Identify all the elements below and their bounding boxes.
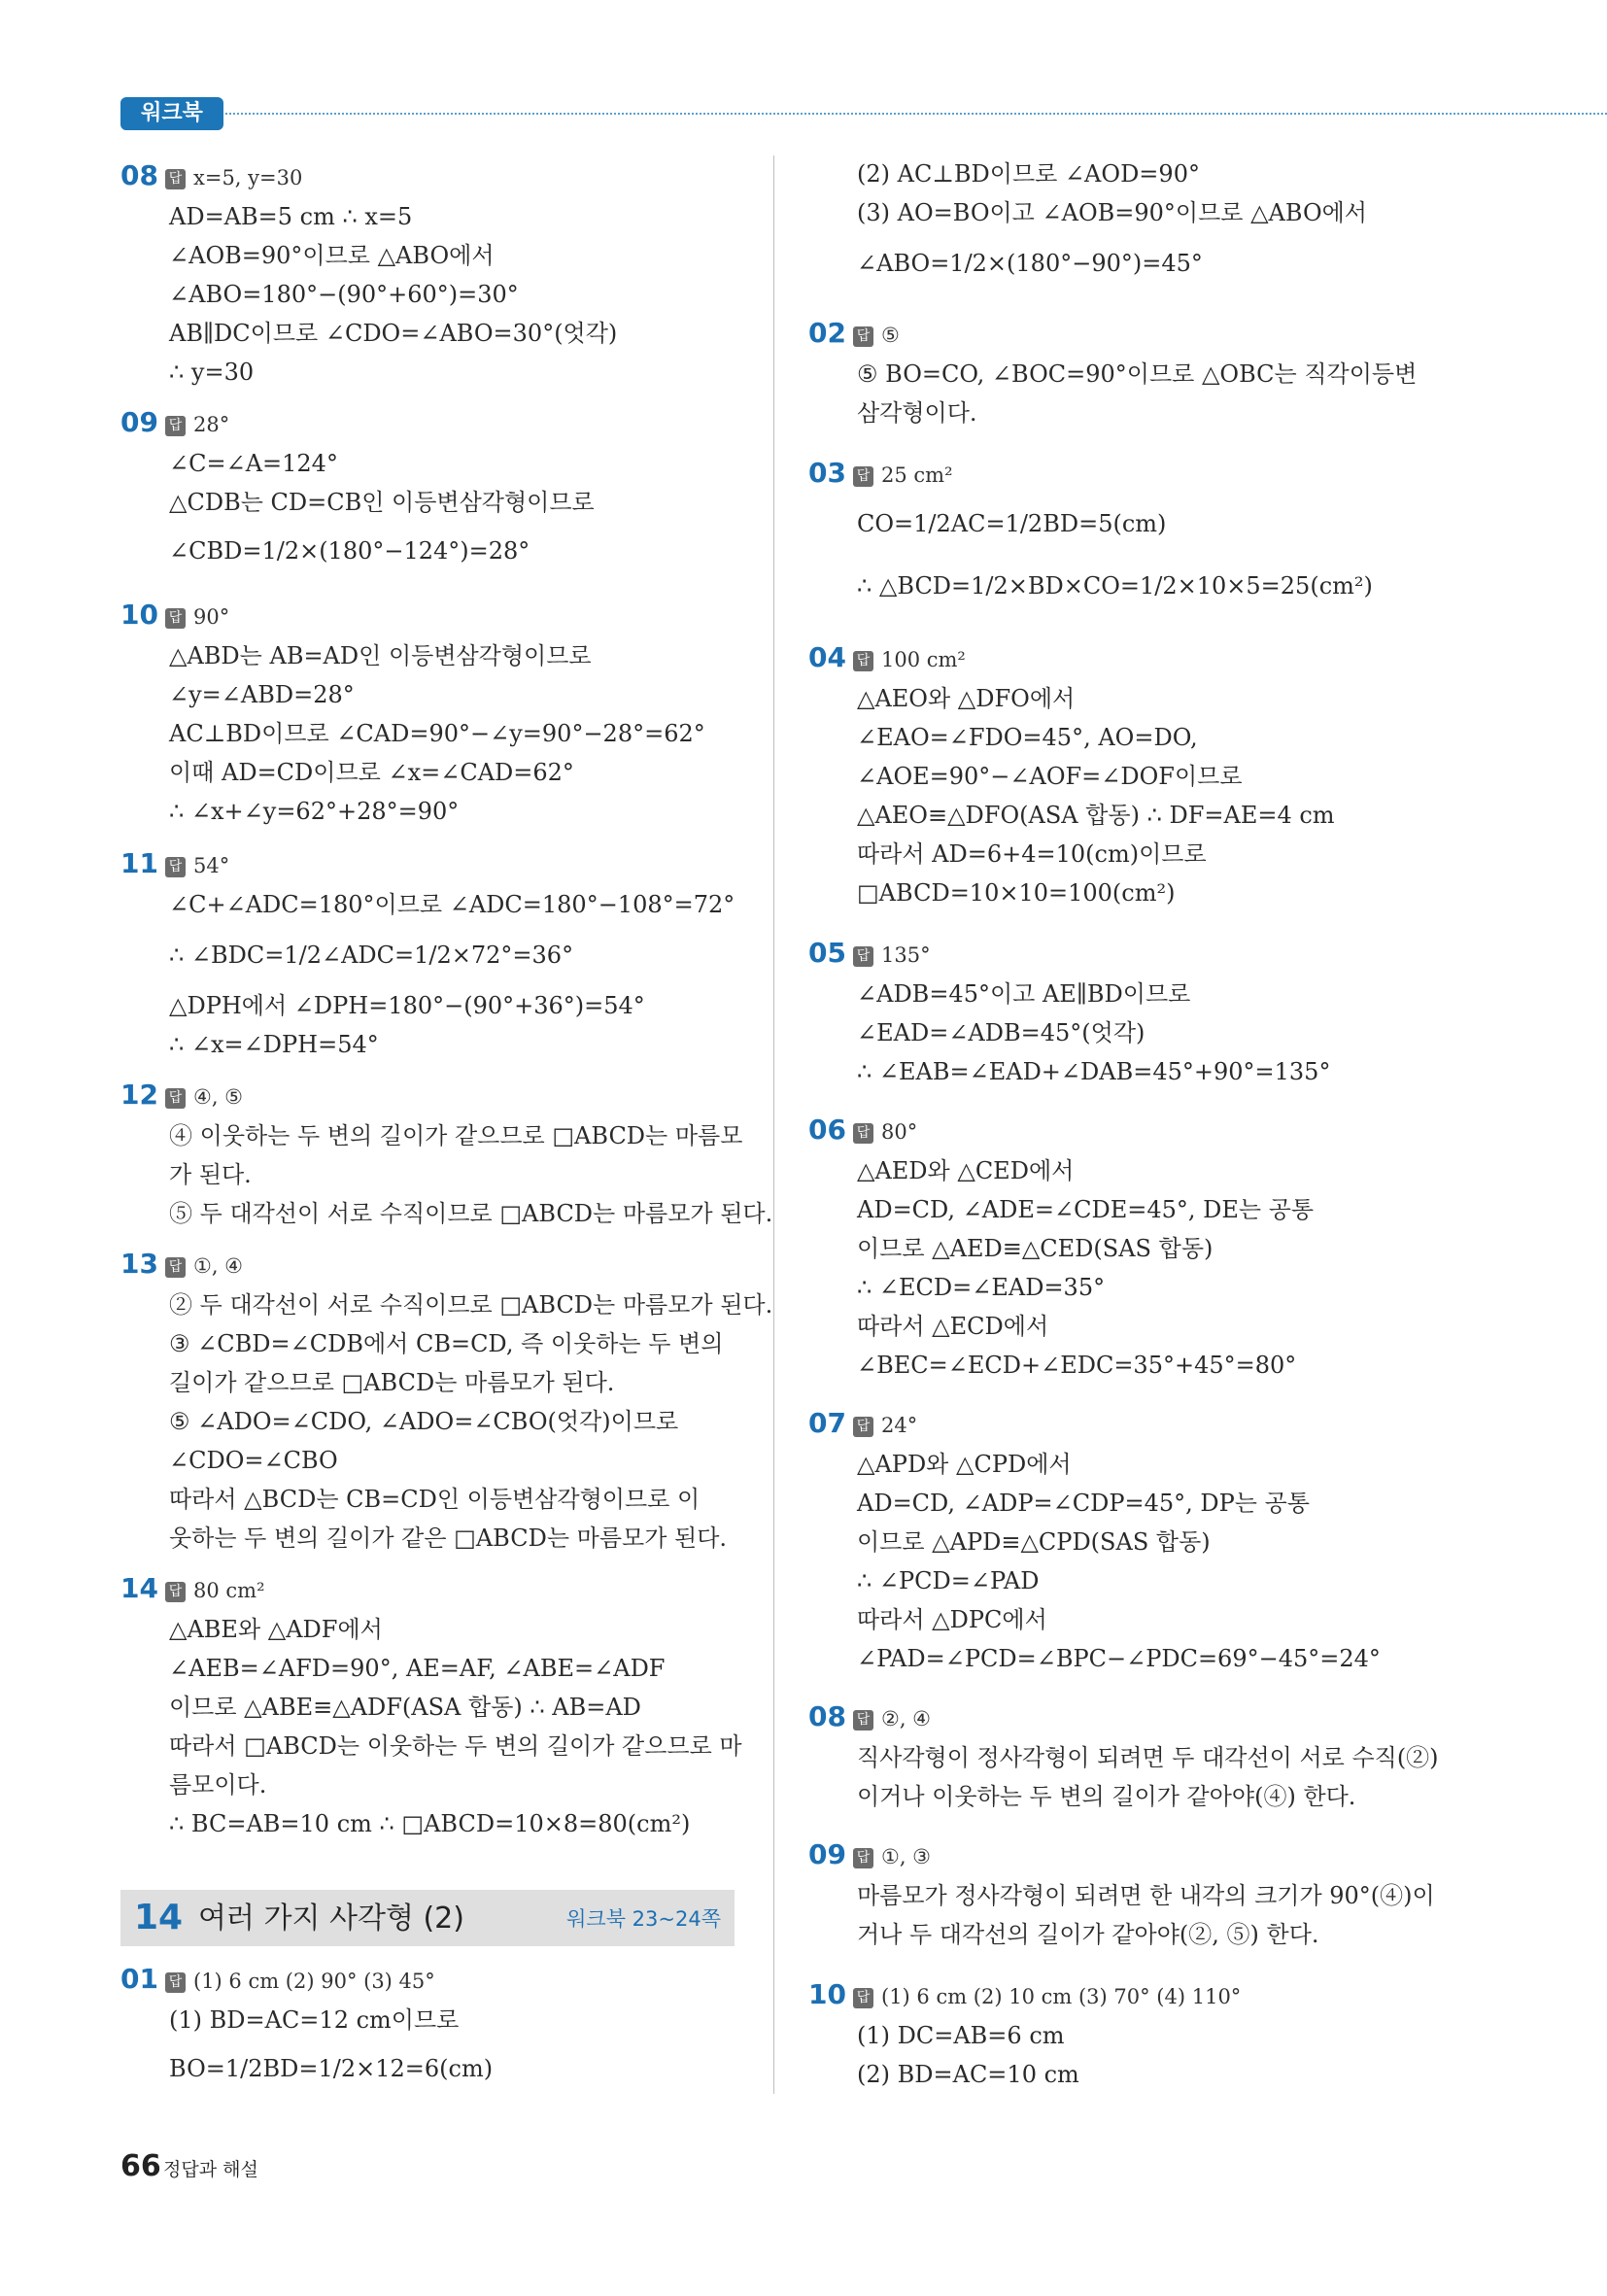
problem-number: 02	[808, 317, 846, 349]
solution-line: 따라서 □ABCD는 이웃하는 두 변의 길이가 같으므로 마	[169, 1732, 742, 1760]
section-title: 여러 가지 사각형 (2)	[198, 1902, 464, 1936]
solution-line: CO=1/2AC=1/2BD=5(cm)	[857, 510, 1167, 537]
answer-text: 24°	[881, 1414, 918, 1437]
solution-line: ∠C+∠ADC=180°이므로 ∠ADC=180°−108°=72°	[169, 891, 735, 918]
solution-line: ∠CBD=1/2×(180°−124°)=28°	[169, 537, 530, 565]
answer-box-icon: 답	[853, 326, 873, 347]
solution-line: 웃하는 두 변의 길이가 같은 □ABCD는 마름모가 된다.	[169, 1525, 728, 1552]
solution-line: ∠BEC=∠ECD+∠EDC=35°+45°=80°	[857, 1352, 1297, 1379]
answer-line	[165, 1082, 243, 1112]
solution-line: AC⊥BD이므로 ∠CAD=90°−∠y=90°−28°=62°	[169, 720, 705, 747]
solution-line: △ABE와 △ADF에서	[169, 1616, 383, 1643]
solution-line: △ABD는 AB=AD인 이등변삼각형이므로	[169, 642, 592, 669]
solution-line: ∠y=∠ABD=28°	[169, 681, 355, 708]
page-number: 66	[120, 2149, 161, 2183]
answer-box-icon: 답	[853, 946, 873, 967]
solution-line: 름모이다.	[169, 1771, 267, 1799]
answer-box-icon: 답	[165, 1972, 186, 1993]
problem-number: 06	[808, 1114, 846, 1146]
section-number: 14	[134, 1898, 184, 1937]
solution-line: 이므로 △AED≡△CED(SAS 합동)	[857, 1235, 1214, 1262]
problem-number: 10	[808, 1978, 846, 2010]
answer-line	[853, 321, 900, 350]
solution-line: BO=1/2BD=1/2×12=6(cm)	[169, 2055, 494, 2082]
solution-line: ∴ ∠ECD=∠EAD=35°	[857, 1274, 1106, 1301]
solution-line: AD=CD, ∠ADE=∠CDE=45°, DE는 공통	[857, 1196, 1315, 1223]
problem-number: 11	[120, 847, 158, 879]
answer-line	[853, 1411, 917, 1440]
answer-line	[165, 851, 229, 880]
solution-line: 길이가 같으므로 □ABCD는 마름모가 된다.	[169, 1369, 615, 1396]
solution-line: 따라서 AD=6+4=10(cm)이므로	[857, 840, 1207, 868]
problem-number: 14	[120, 1572, 158, 1604]
answer-text: ①, ③	[881, 1845, 932, 1868]
answer-text: ①, ④	[193, 1254, 244, 1278]
solution-line: △DPH에서 ∠DPH=180°−(90°+36°)=54°	[169, 992, 645, 1019]
solution-line: ∠PAD=∠PCD=∠BPC−∠PDC=69°−45°=24°	[857, 1645, 1381, 1672]
solution-line: ∴ ∠x+∠y=62°+28°=90°	[169, 798, 460, 825]
answer-box-icon: 답	[853, 1988, 873, 2008]
solution-line: ② 두 대각선이 서로 수직이므로 □ABCD는 마름모가 된다.	[169, 1291, 773, 1319]
answer-box-icon: 답	[165, 857, 186, 877]
solution-line: ∠EAD=∠ADB=45°(엇각)	[857, 1019, 1145, 1046]
answer-line	[165, 1576, 265, 1605]
solution-line: ③ ∠CBD=∠CDB에서 CB=CD, 즉 이웃하는 두 변의	[169, 1330, 724, 1357]
solution-line: 따라서 △DPC에서	[857, 1606, 1047, 1633]
problem-number: 08	[120, 159, 158, 191]
solution-line: (2) AC⊥BD이므로 ∠AOD=90°	[857, 160, 1200, 188]
solution-line: 마름모가 정사각형이 되려면 한 내각의 크기가 90°(④)이	[857, 1882, 1435, 1909]
answer-box-icon: 답	[853, 1417, 873, 1437]
problem-number: 05	[808, 937, 846, 969]
solution-line: ∴ ∠EAB=∠EAD+∠DAB=45°+90°=135°	[857, 1058, 1331, 1085]
solution-line: ⑤ BO=CO, ∠BOC=90°이므로 △OBC는 직각이등변	[857, 360, 1418, 388]
solution-line: 삼각형이다.	[857, 399, 977, 427]
solution-line: ∴ y=30	[169, 359, 255, 386]
solution-line: △AEO와 △DFO에서	[857, 685, 1076, 712]
answer-box-icon: 답	[853, 1123, 873, 1144]
solution-line: ∠AEB=∠AFD=90°, AE=AF, ∠ABE=∠ADF	[169, 1655, 666, 1682]
solution-line: ∠C=∠A=124°	[169, 450, 338, 477]
solution-line: AD=AB=5 cm ∴ x=5	[169, 203, 413, 230]
answer-text: 54°	[193, 854, 230, 877]
answer-line	[165, 1967, 435, 1996]
problem-number: 10	[120, 599, 158, 631]
problem-number: 04	[808, 641, 846, 673]
problem-number: 09	[120, 406, 158, 438]
solution-line: □ABCD=10×10=100(cm²)	[857, 879, 1176, 907]
answer-text: ④, ⑤	[193, 1085, 244, 1109]
solution-line: ∴ BC=AB=10 cm ∴ □ABCD=10×8=80(cm²)	[169, 1810, 691, 1837]
solution-line: ∴ △BCD=1/2×BD×CO=1/2×10×5=25(cm²)	[857, 572, 1373, 600]
solution-line: 이때 AD=CD이므로 ∠x=∠CAD=62°	[169, 759, 574, 786]
solution-line: 따라서 △BCD는 CB=CD인 이등변삼각형이므로 이	[169, 1486, 701, 1513]
answer-line	[853, 1982, 1241, 2011]
answer-line	[853, 461, 953, 490]
answer-line	[853, 1117, 917, 1147]
solution-line: △AED와 △CED에서	[857, 1157, 1075, 1184]
answer-box-icon: 답	[165, 1088, 186, 1109]
solution-line: 이거나 이웃하는 두 변의 길이가 같아야(④) 한다.	[857, 1783, 1356, 1810]
answer-line	[853, 645, 966, 674]
answer-line	[853, 1704, 931, 1733]
answer-line	[165, 163, 302, 192]
solution-line: 이므로 △ABE≡△ADF(ASA 합동) ∴ AB=AD	[169, 1694, 641, 1721]
solution-line: (1) DC=AB=6 cm	[857, 2022, 1065, 2049]
answer-text: 80 cm²	[193, 1579, 265, 1602]
answer-text: ②, ④	[881, 1707, 932, 1731]
problem-number: 09	[808, 1838, 846, 1870]
answer-text: 100 cm²	[881, 648, 966, 671]
answer-line	[853, 1842, 931, 1871]
answer-box-icon: 답	[853, 651, 873, 671]
solution-line: ⑤ ∠ADO=∠CDO, ∠ADO=∠CBO(엇각)이므로	[169, 1408, 679, 1435]
solution-line: ④ 이웃하는 두 변의 길이가 같으므로 □ABCD는 마름모	[169, 1122, 743, 1149]
solution-line: ∴ ∠PCD=∠PAD	[857, 1567, 1040, 1594]
problem-number: 03	[808, 457, 846, 489]
footer-label: 정답과 해설	[163, 2159, 258, 2180]
solution-line: AB∥DC이므로 ∠CDO=∠ABO=30°(엇각)	[169, 320, 618, 347]
answer-box-icon: 답	[165, 416, 186, 436]
solution-line: 직사각형이 정사각형이 되려면 두 대각선이 서로 수직(②)	[857, 1744, 1439, 1771]
solution-line: ⑤ 두 대각선이 서로 수직이므로 □ABCD는 마름모가 된다.	[169, 1200, 773, 1227]
solution-line: 가 된다.	[169, 1161, 252, 1188]
answer-line	[853, 941, 931, 970]
solution-line: ∴ ∠BDC=1/2∠ADC=1/2×72°=36°	[169, 942, 574, 969]
answer-line	[165, 602, 229, 632]
answer-text: 90°	[193, 605, 230, 629]
answer-box-icon: 답	[165, 1257, 186, 1278]
answer-text: 28°	[193, 413, 230, 436]
solution-line: ∴ ∠x=∠DPH=54°	[169, 1031, 379, 1058]
solution-line: ∠AOB=90°이므로 △ABO에서	[169, 242, 495, 269]
solution-line: ∠CDO=∠CBO	[169, 1447, 338, 1474]
answer-text: (1) 6 cm (2) 90° (3) 45°	[193, 1970, 435, 1993]
answer-box-icon: 답	[165, 1582, 186, 1602]
solution-line: 따라서 △ECD에서	[857, 1313, 1049, 1340]
solution-line: △AEO≡△DFO(ASA 합동) ∴ DF=AE=4 cm	[857, 802, 1335, 829]
solution-line: ∠EAO=∠FDO=45°, AO=DO,	[857, 724, 1198, 751]
solution-line: AD=CD, ∠ADP=∠CDP=45°, DP는 공통	[857, 1490, 1310, 1517]
solution-line: ∠ABO=1/2×(180°−90°)=45°	[857, 250, 1203, 277]
answer-line	[165, 410, 229, 439]
problem-number: 07	[808, 1407, 846, 1439]
section-header	[120, 1890, 735, 1946]
solution-line: △APD와 △CPD에서	[857, 1451, 1072, 1478]
answer-text: 135°	[881, 943, 931, 967]
solution-line: ∠ABO=180°−(90°+60°)=30°	[169, 281, 519, 308]
answer-text: 25 cm²	[881, 463, 953, 487]
answer-box-icon: 답	[165, 169, 186, 189]
problem-number: 13	[120, 1248, 158, 1280]
header-dotted-line	[225, 113, 1607, 115]
solution-line: ∠ADB=45°이고 AE∥BD이므로	[857, 980, 1191, 1008]
solution-line: △CDB는 CD=CB인 이등변삼각형이므로	[169, 489, 595, 516]
answer-text: x=5, y=30	[193, 166, 303, 189]
column-divider	[773, 155, 774, 2094]
answer-text: 80°	[881, 1120, 918, 1144]
solution-line: 거나 두 대각선의 길이가 같아야(②, ⑤) 한다.	[857, 1921, 1319, 1948]
answer-box-icon: 답	[853, 1848, 873, 1868]
solution-line: (2) BD=AC=10 cm	[857, 2061, 1079, 2088]
workbook-tag: 워크북	[120, 97, 223, 130]
answer-box-icon: 답	[165, 608, 186, 629]
problem-number: 01	[120, 1963, 158, 1995]
answer-text: ⑤	[881, 324, 900, 347]
answer-text: (1) 6 cm (2) 10 cm (3) 70° (4) 110°	[881, 1985, 1242, 2008]
solution-line: (1) BD=AC=12 cm이므로	[169, 2006, 460, 2034]
answer-box-icon: 답	[853, 1710, 873, 1731]
solution-line: ∠AOE=90°−∠AOF=∠DOF이므로	[857, 763, 1243, 790]
problem-number: 12	[120, 1079, 158, 1111]
answer-line	[165, 1251, 243, 1281]
solution-line: (3) AO=BO이고 ∠AOB=90°이므로 △ABO에서	[857, 199, 1367, 226]
answer-box-icon: 답	[853, 466, 873, 487]
problem-number: 08	[808, 1700, 846, 1732]
solution-line: 이므로 △APD≡△CPD(SAS 합동)	[857, 1528, 1211, 1556]
section-workbook-ref: 워크북 23~24쪽	[566, 1907, 721, 1931]
